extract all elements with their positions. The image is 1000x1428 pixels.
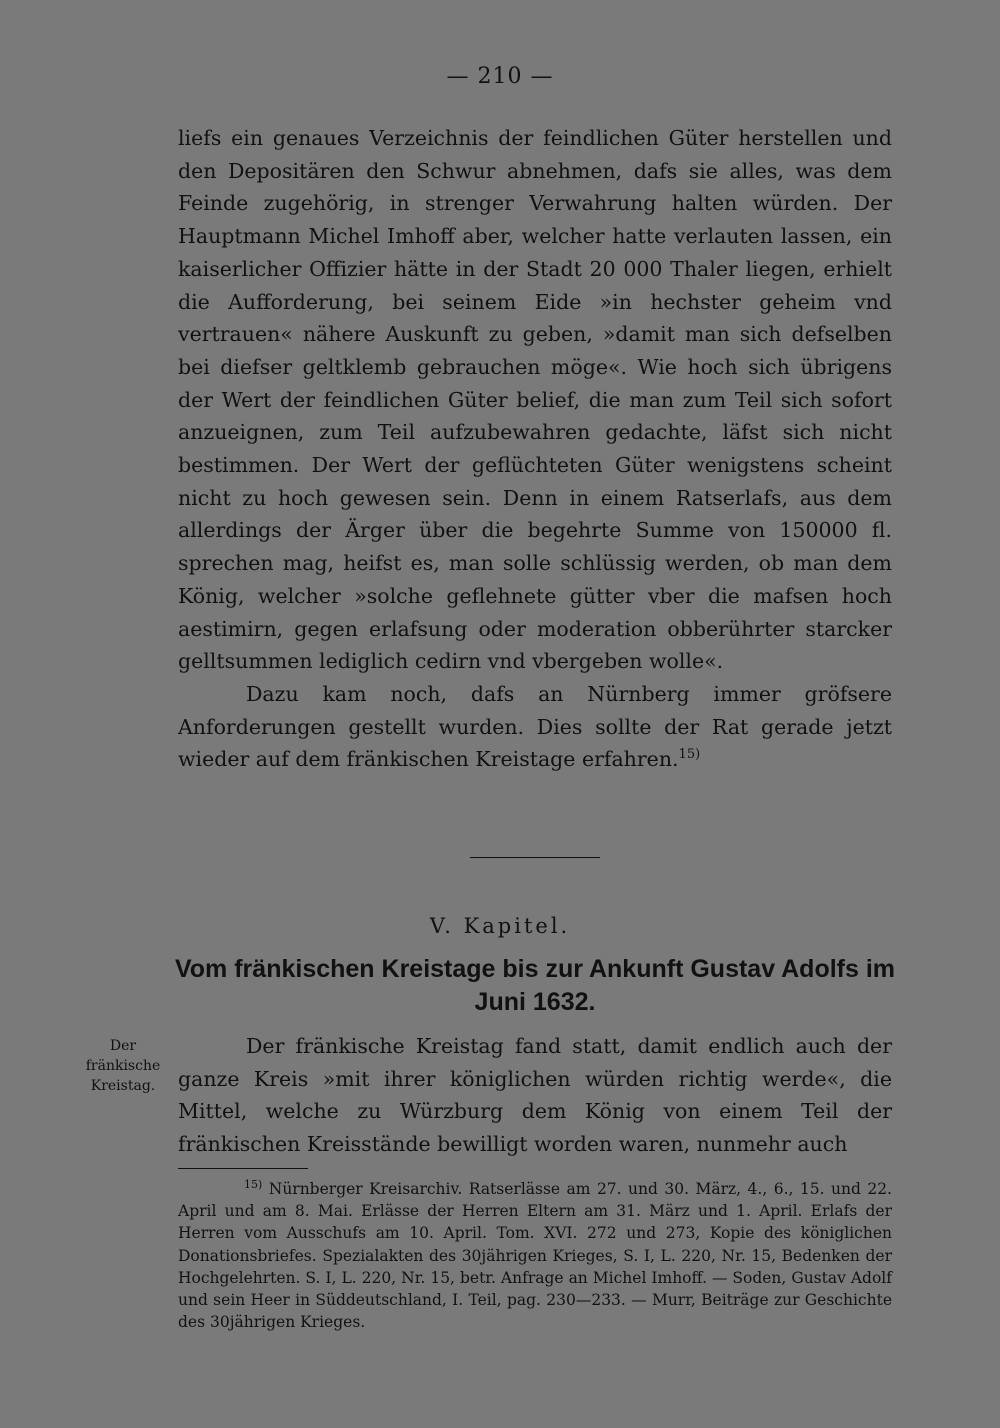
margin-note: Der fränkische Kreistag. — [85, 1038, 161, 1094]
paragraph — [178, 678, 892, 776]
footnote-reference: 15) — [678, 747, 701, 763]
chapter-label: V. Kapitel. — [429, 914, 571, 938]
chapter-text — [178, 1030, 892, 1161]
paragraph: Der fränkische Kreistag fand statt, damit endlich auch der ganze Kreis »mit ihrer königlichen würden richtig werde«, die Mittel, welche zu Würzburg dem König von einem Teil der fränkischen Kreisstände bewilligt worden waren, nunmehr auch — [178, 1034, 892, 1157]
main-text — [178, 122, 892, 776]
footnote-marker: 15) — [244, 1177, 263, 1191]
page-number: — 210 — — [446, 64, 554, 89]
footnote — [178, 1178, 892, 1333]
footnote-text: Nürnberger Kreisarchiv. Ratserlässe am 27. und 30. März, 4., 6., 15. und 22. April und am 8. Mai. Erlässe der Herren Eltern am 31. März und 1. April. Erlafs der Herren vom Ausschufs am 10. April. Tom. XVI. 272 und 273, Kopie des königlichen Donationsbriefes. Spezialakten des 30jährigen Krieges, S. I, L. 220, Nr. 15, Bedenken der Hochgelehrten. S. I, L. 220, Nr. 15, betr. Anfrage an Michel Imhoff. — Soden, Gustav Adolf und sein Heer in Süddeutschland, I. Teil, pag. 230—233. — Murr, Beiträge zur Geschichte des 30jährigen Krieges. — [178, 1180, 892, 1332]
paragraph: liefs ein genaues Verzeichnis der feindlichen Güter herstellen und den Depositären den Schwur abnehmen, dafs sie alles, was dem Feinde zugehörig, in strenger Verwahrung halten würden. Der Hauptmann Michel Imhoff aber, welcher hatte verlauten lassen, ein kaiserlicher Offizier hätte in der Stadt 20 000 Thaler liegen, erhielt die Aufforderung, bei seinem Eide »in hechster geheim vnd vertrauen« nähere Auskunft zu geben, »damit man sich defselben bei diefser geltklemb gebrauchen möge«. Wie hoch sich übrigens der Wert der feindlichen Güter belief, die man zum Teil sich sofort anzueignen, zum Teil aufzubewahren gedachte, läfst sich nicht bestimmen. Der Wert der geflüchteten Güter wenigstens scheint nicht zu hoch gewesen sein. Denn in einem Ratserlafs, aus dem allerdings der Ärger über die begehrte Summe von 150000 fl. sprechen mag, heifst es, man solle schlüssig werden, ob man dem König, welcher »solche geflehnete gütter vber die mafsen hoch aestimirn, gegen erlafsung oder moderation obberührter starcker gelltsummen lediglich cedirn vnd vbergeben wolle«. — [178, 126, 892, 674]
chapter-title: Vom fränkischen Kreistage bis zur Ankunft Gustav Adolfs im Juni 1632. — [174, 955, 896, 1016]
paragraph-text: Dazu kam noch, dafs an Nürnberg immer gröfsere Anforderungen gestellt wurden. Dies sollte der Rat gerade jetzt wieder auf dem fränkischen Kreistage erfahren. — [178, 681, 892, 772]
footnote-rule — [178, 1168, 308, 1169]
section-divider — [470, 857, 600, 858]
